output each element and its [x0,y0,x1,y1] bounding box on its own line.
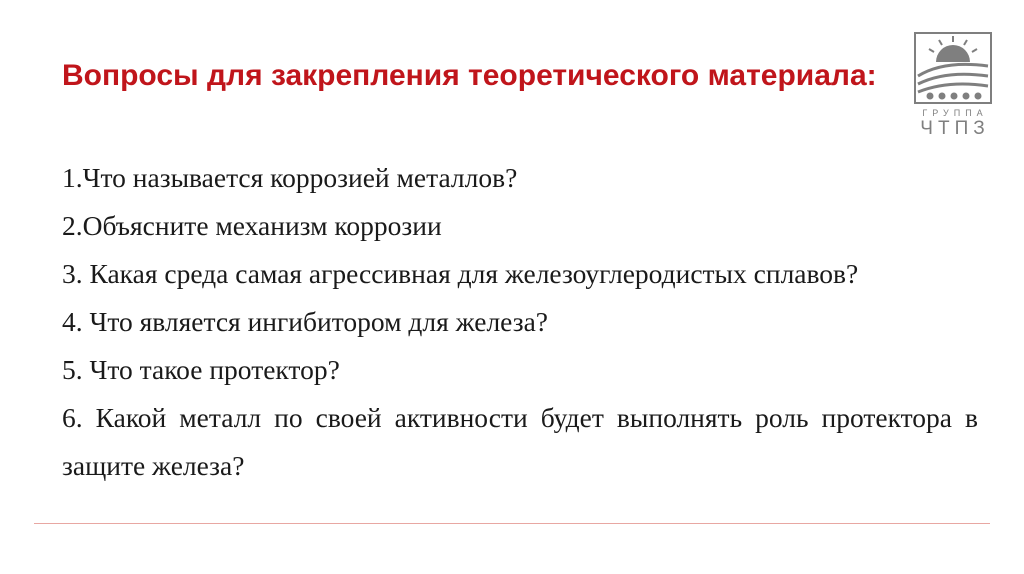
question-item: 2.Объясните механизм коррозии [62,210,442,241]
question-item: 5. Что такое протектор? [62,354,340,385]
slide-title: Вопросы для закрепления теоретического материала: [62,59,877,92]
logo-company-name: ЧТПЗ [920,118,990,139]
question-list [62,154,978,490]
question-item: 3. Какая среда самая агрессивная для железоуглеродистых сплавов? [62,258,859,289]
question-item: 6. Какой металл по своей активности будет выполнять роль протектора в защите железа? [62,402,978,481]
logo-group-label: ГРУППА [922,108,988,118]
question-item: 1.Что называется коррозией металлов? [62,162,518,193]
bottom-divider [34,523,990,524]
company-logo [914,32,992,156]
chtpz-emblem-icon [914,32,992,104]
question-item: 4. Что является ингибитором для железа? [62,306,549,337]
